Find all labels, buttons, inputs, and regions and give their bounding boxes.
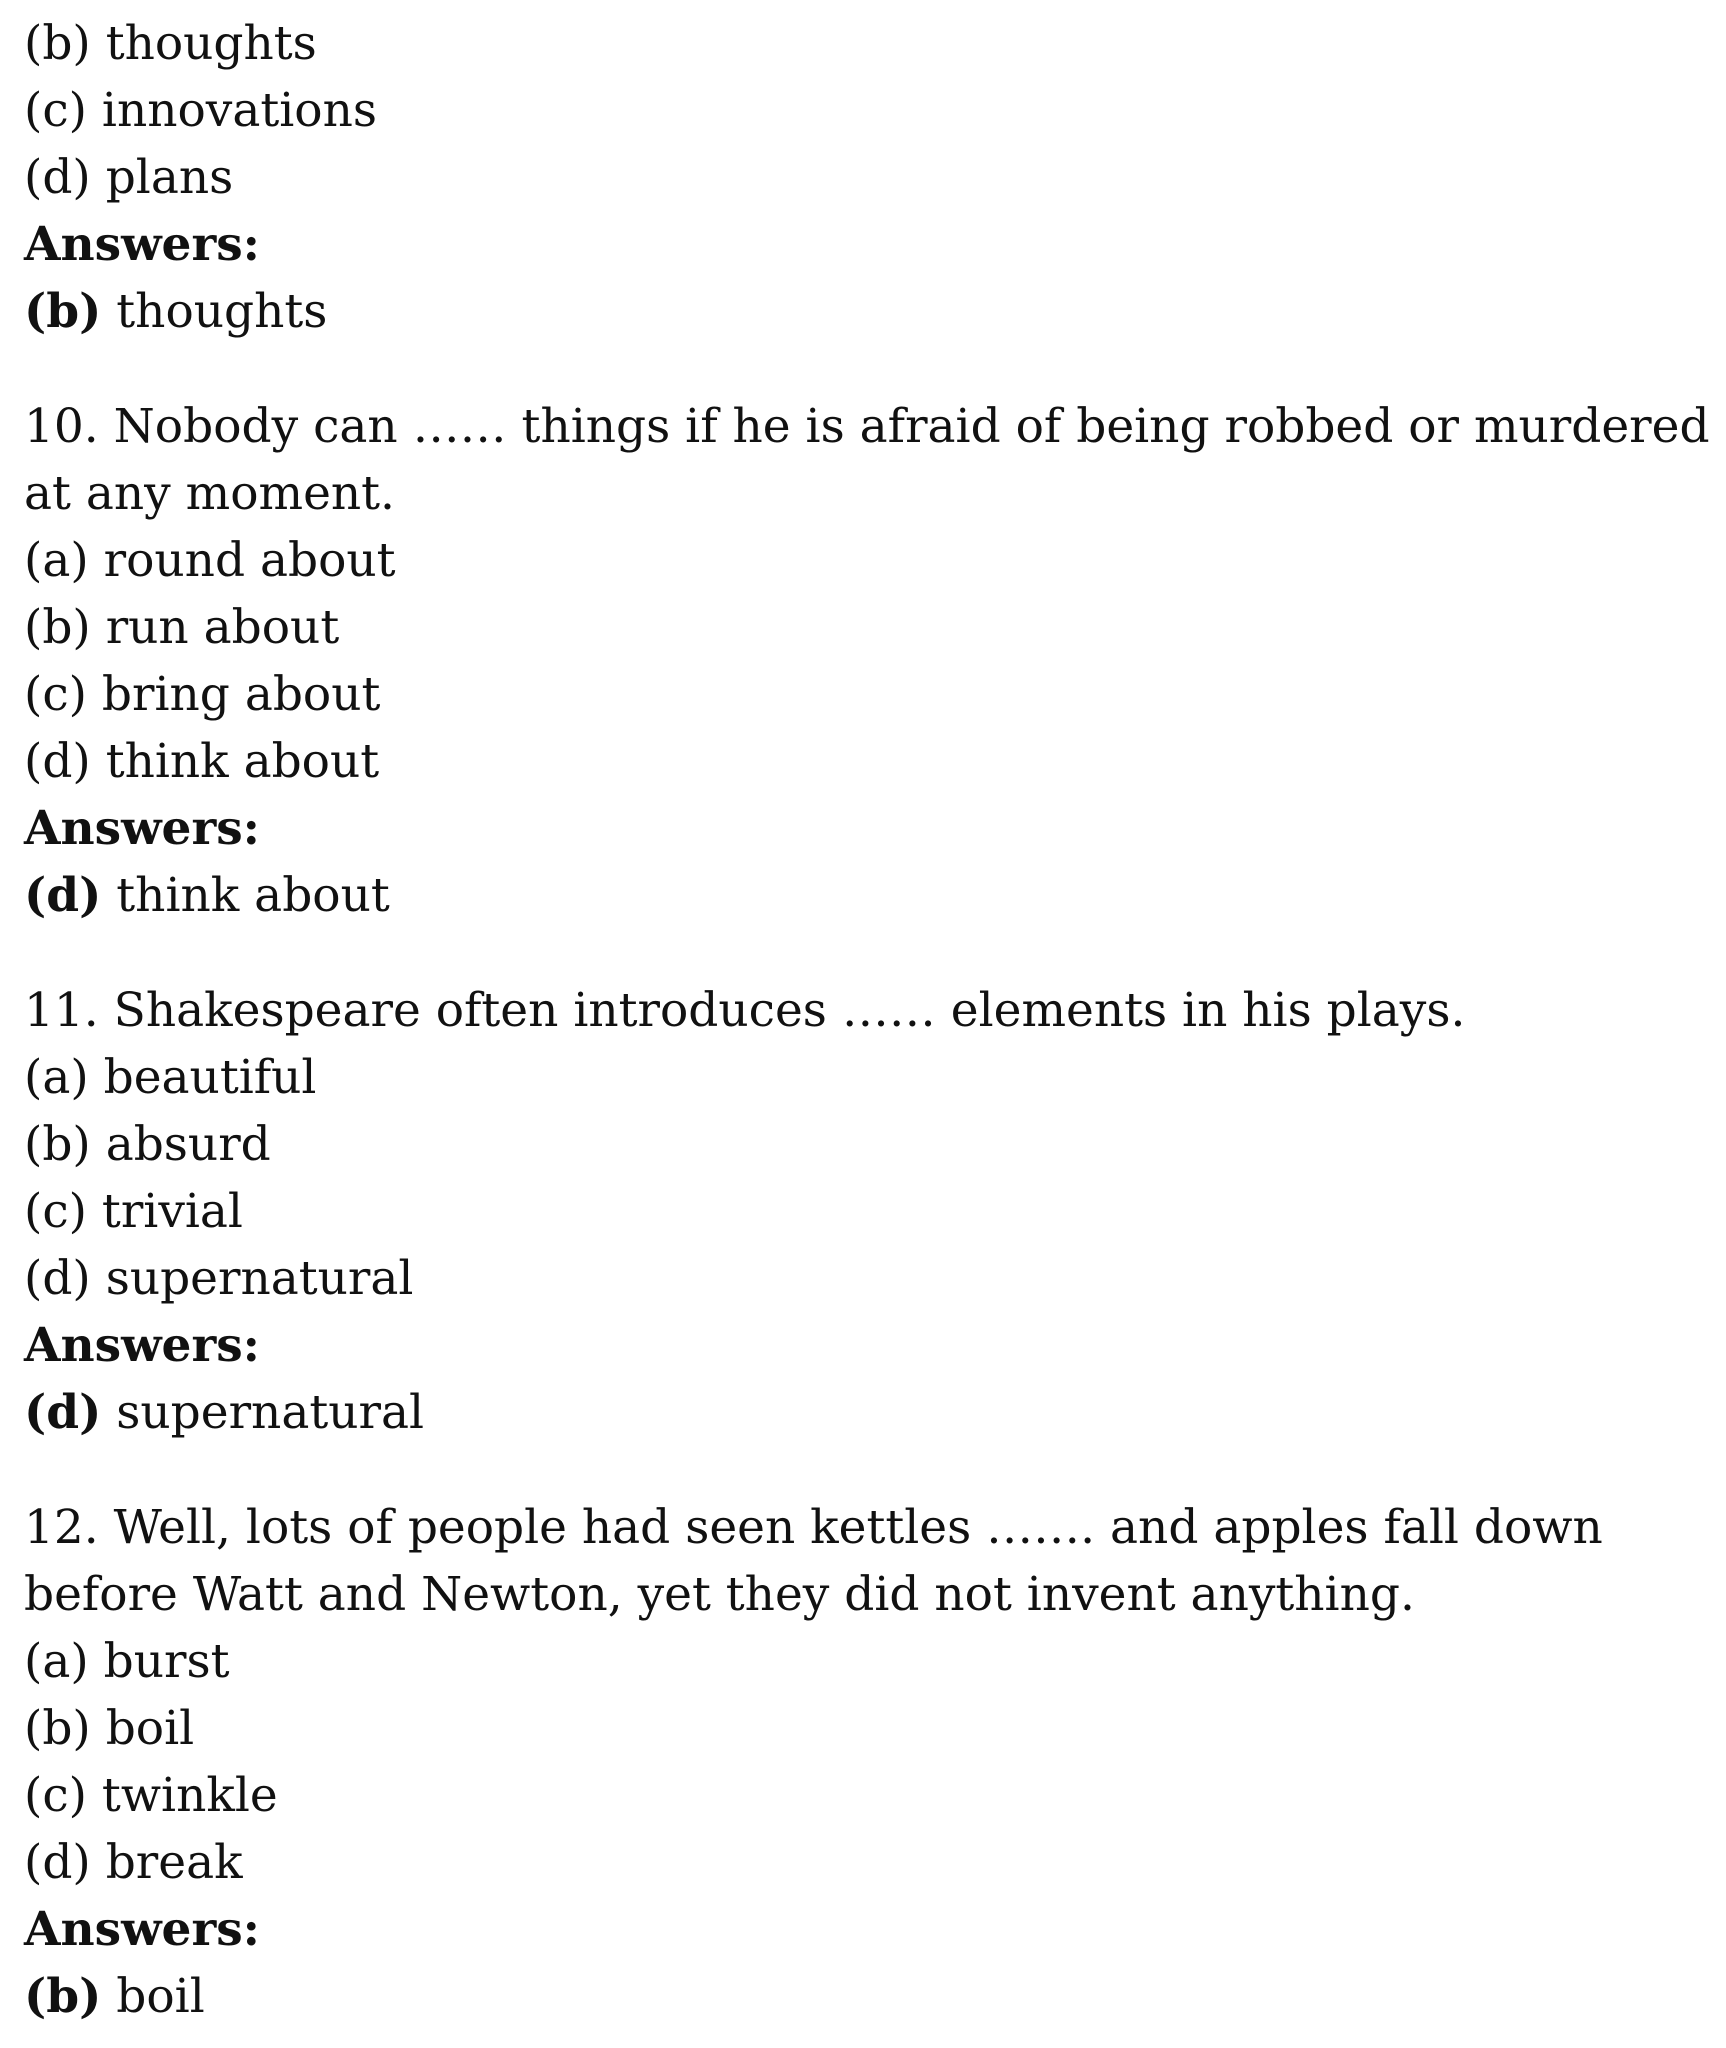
option-b: (b) boil (24, 1701, 195, 1756)
answers-label: Answers: (24, 801, 261, 856)
option-c: (c) bring about (24, 667, 381, 722)
question-text-line: before Watt and Newton, yet they did not invent anything. (24, 1567, 1415, 1622)
answers-label: Answers: (24, 1318, 261, 1373)
option-b: (b) thoughts (24, 16, 317, 71)
question-12 (24, 1494, 1704, 2030)
option-d: (d) break (24, 1835, 243, 1890)
option-c: (c) twinkle (24, 1768, 278, 1823)
option-d: (d) supernatural (24, 1251, 414, 1306)
option-b: (b) absurd (24, 1117, 271, 1172)
question-text-line: at any moment. (24, 466, 395, 521)
answer-text: supernatural (116, 1385, 425, 1440)
question-text-line: 10. Nobody can …… things if he is afraid of being robbed or murdered (24, 399, 1710, 454)
answer-line (24, 862, 1704, 929)
answer-line (24, 1963, 1704, 2030)
option-a: (a) burst (24, 1634, 230, 1689)
answer-letter: (d) (24, 1385, 102, 1440)
option-d: (d) plans (24, 150, 234, 205)
answer-text: boil (116, 1969, 205, 2024)
answer-letter: (b) (24, 284, 102, 339)
question-9-fragment (24, 10, 1704, 345)
question-text-line: 12. Well, lots of people had seen kettles ……. and apples fall down (24, 1500, 1603, 1555)
answer-text: think about (116, 868, 390, 923)
option-b: (b) run about (24, 600, 340, 655)
answer-line (24, 278, 1704, 345)
answer-line (24, 1379, 1704, 1446)
option-d: (d) think about (24, 734, 380, 789)
answer-text: thoughts (116, 284, 328, 339)
answer-letter: (d) (24, 868, 102, 923)
question-text-line: 11. Shakespeare often introduces …… elements in his plays. (24, 983, 1466, 1038)
answers-label: Answers: (24, 1902, 261, 1957)
question-10 (24, 393, 1710, 929)
option-c: (c) trivial (24, 1184, 243, 1239)
option-c: (c) innovations (24, 83, 377, 138)
answer-letter: (b) (24, 1969, 102, 2024)
option-a: (a) beautiful (24, 1050, 317, 1105)
document-page (24, 10, 1710, 2030)
answers-label: Answers: (24, 217, 261, 272)
option-a: (a) round about (24, 533, 396, 588)
question-11 (24, 977, 1704, 1446)
